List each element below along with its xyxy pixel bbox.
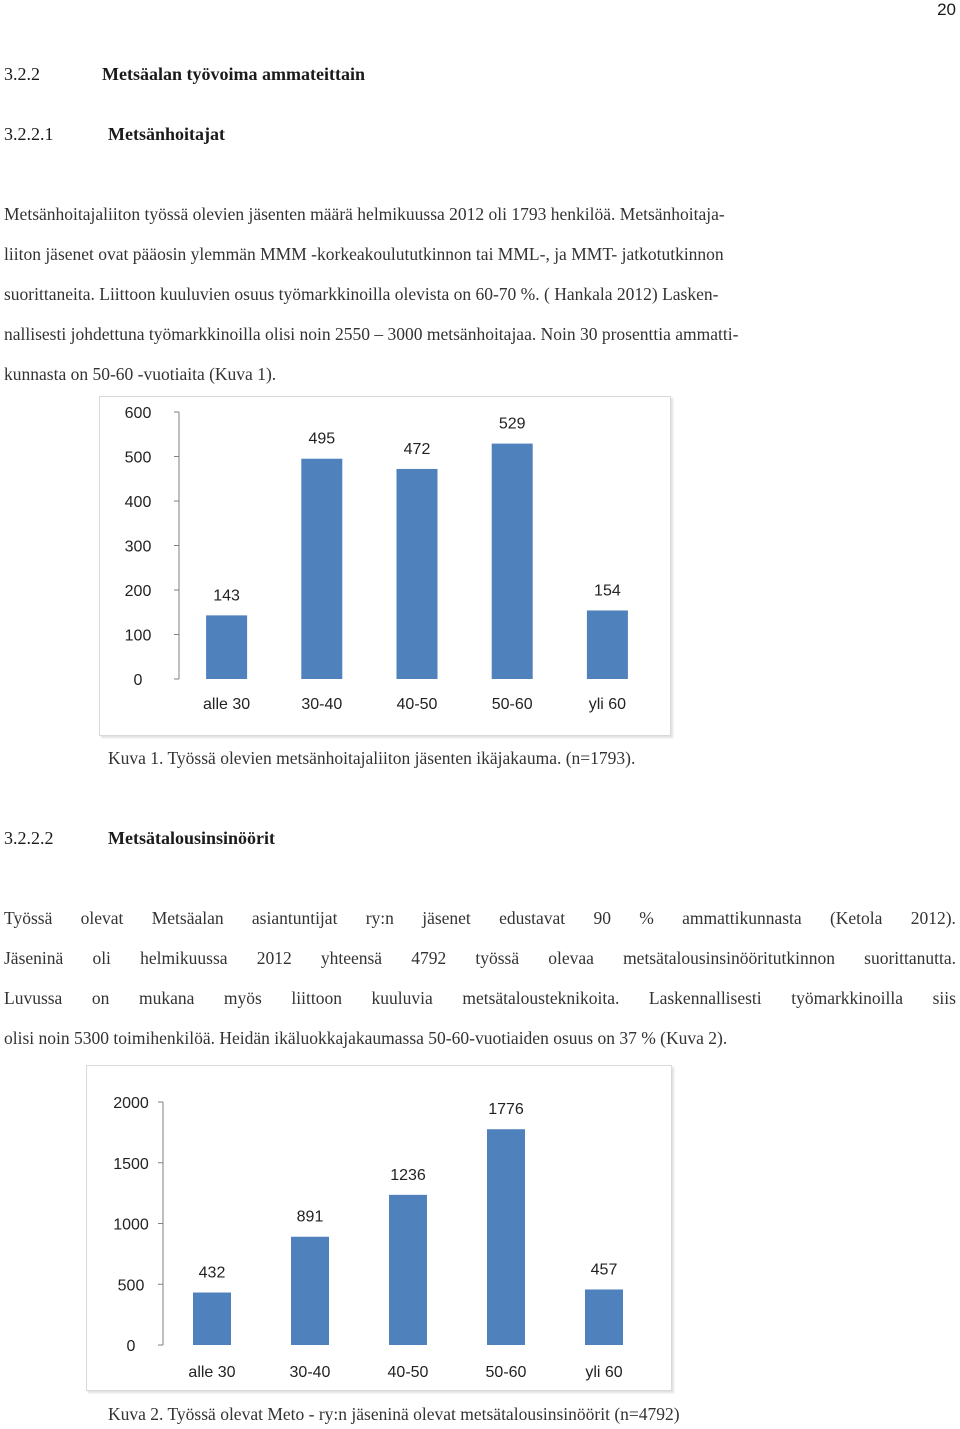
word: yhteensä	[320, 948, 383, 968]
x-tick-label: 50-60	[485, 1364, 527, 1381]
y-tick-label: 600	[124, 405, 152, 422]
word: %	[639, 908, 654, 928]
data-label: 432	[198, 1264, 226, 1282]
y-tick-label: 0	[133, 672, 143, 689]
word: (Ketola	[829, 908, 883, 928]
chart-svg	[100, 397, 670, 735]
x-tick-label: 50-60	[491, 696, 533, 713]
section-title: Metsäalan työvoima ammateittain	[102, 64, 365, 84]
word: olevaa	[548, 948, 594, 968]
y-tick-label: 1500	[113, 1155, 149, 1173]
section-heading	[4, 64, 365, 85]
word: 2012	[256, 948, 292, 968]
paragraph-line: suorittaneita. Liittoon kuuluvien osuus työmarkkinoilla olevista on 60-70 %. ( Hankala 2012) Lasken-	[4, 284, 719, 304]
word: Työssä	[4, 908, 53, 928]
word: jäsenet	[422, 908, 471, 928]
paragraph-line	[4, 978, 956, 1018]
y-tick-label: 100	[124, 627, 152, 645]
x-tick-label: 40-50	[396, 696, 438, 713]
word: oli	[92, 948, 111, 968]
figure1-caption: Kuva 1. Työssä olevien metsänhoitajaliiton jäsenten ikäjakauma. (n=1793).	[108, 748, 636, 768]
x-tick-label: alle 30	[188, 1364, 236, 1381]
x-tick-label: 40-50	[387, 1364, 429, 1381]
y-tick-label: 0	[126, 1338, 136, 1355]
age-distribution-chart-1	[99, 396, 671, 736]
subsection1-paragraph	[4, 194, 738, 394]
x-tick-label: yli 60	[585, 1364, 623, 1381]
paragraph-line: kunnasta on 50-60 -vuotiaita (Kuva 1).	[4, 364, 277, 384]
x-tick-label: 30-40	[289, 1364, 331, 1381]
word: 4792	[411, 948, 447, 968]
subsection1-heading	[4, 124, 225, 145]
y-tick-label: 500	[124, 449, 152, 467]
bar	[492, 444, 533, 679]
subsection2-title: Metsätalousinsinöörit	[108, 828, 276, 848]
data-label: 1236	[390, 1166, 426, 1184]
paragraph-line	[4, 898, 956, 938]
word: suorittanutta.	[864, 948, 956, 968]
word: Luvussa	[4, 988, 63, 1008]
word: helmikuussa	[140, 948, 228, 968]
bar	[487, 1129, 525, 1345]
word: työmarkkinoilla	[791, 988, 904, 1008]
chart-svg	[87, 1066, 671, 1390]
word: siis	[932, 988, 956, 1008]
paragraph-line: olisi noin 5300 toimihenkilöä. Heidän ikäluokkajakaumassa 50-60-vuotiaiden osuus on 37 % (Kuva 2).	[4, 1028, 728, 1048]
data-label: 472	[403, 440, 431, 458]
word: metsätalousinsinööritutkinnon	[623, 948, 835, 968]
word: Metsäalan	[151, 908, 224, 928]
word: myös	[223, 988, 262, 1008]
data-label: 457	[590, 1261, 618, 1279]
data-label: 529	[498, 415, 526, 433]
word: työssä	[475, 948, 520, 968]
subsection1-number: 3.2.2.1	[4, 124, 54, 144]
word: ammattikunnasta	[682, 908, 802, 928]
word: ry:n	[365, 908, 394, 928]
bar	[193, 1293, 231, 1345]
word: mukana	[138, 988, 195, 1008]
paragraph-line	[4, 938, 956, 978]
bar	[301, 459, 342, 679]
word: olevat	[80, 908, 124, 928]
data-label: 891	[296, 1208, 324, 1226]
bar	[206, 615, 247, 679]
word: edustavat	[499, 908, 566, 928]
word: kuuluvia	[371, 988, 433, 1008]
word: 2012).	[910, 908, 956, 928]
bar	[397, 469, 438, 679]
y-tick-label: 200	[124, 583, 152, 600]
y-tick-label: 2000	[113, 1095, 149, 1112]
section-number: 3.2.2	[4, 64, 40, 84]
data-label: 154	[594, 582, 621, 600]
x-tick-label: yli 60	[588, 696, 627, 713]
y-tick-label: 300	[124, 538, 152, 556]
paragraph-line: Metsänhoitajaliiton työssä olevien jäsenten määrä helmikuussa 2012 oli 1793 henkilöä. Metsänhoitaja-	[4, 204, 725, 224]
subsection2-number: 3.2.2.2	[4, 828, 54, 848]
word: on	[91, 988, 110, 1008]
bar	[587, 610, 628, 679]
subsection1-title: Metsänhoitajat	[108, 124, 225, 144]
figure2-caption: Kuva 2. Työssä olevat Meto - ry:n jäseninä olevat metsätalousinsinöörit (n=4792)	[108, 1404, 680, 1424]
word: Jäseninä	[4, 948, 64, 968]
bar	[291, 1237, 329, 1345]
word: 90	[593, 908, 611, 928]
data-label: 143	[213, 587, 240, 605]
page-number: 20	[937, 0, 956, 19]
word: asiantuntijat	[251, 908, 338, 928]
paragraph-line: liiton jäsenet ovat pääosin ylemmän MMM -korkeakoulututkinnon tai MML-, ja MMT- jatkotutkinnon	[4, 244, 724, 264]
bar	[585, 1289, 623, 1345]
bar	[389, 1195, 427, 1345]
data-label: 1776	[488, 1101, 524, 1119]
word: liittoon	[291, 988, 342, 1008]
x-tick-label: 30-40	[301, 696, 343, 713]
subsection2-paragraph	[4, 898, 956, 1058]
y-tick-label: 400	[124, 494, 152, 511]
subsection2-heading	[4, 828, 275, 849]
paragraph-line: nallisesti johdettuna työmarkkinoilla olisi noin 2550 – 3000 metsänhoitajaa. Noin 30 prosenttia ammatti-	[4, 324, 739, 344]
data-label: 495	[308, 430, 336, 448]
word: Laskennallisesti	[648, 988, 762, 1008]
y-tick-label: 500	[117, 1277, 145, 1295]
word: metsätalousteknikoita.	[462, 988, 620, 1008]
y-tick-label: 1000	[113, 1216, 149, 1234]
x-tick-label: alle 30	[203, 696, 251, 713]
age-distribution-chart-2	[86, 1065, 672, 1391]
